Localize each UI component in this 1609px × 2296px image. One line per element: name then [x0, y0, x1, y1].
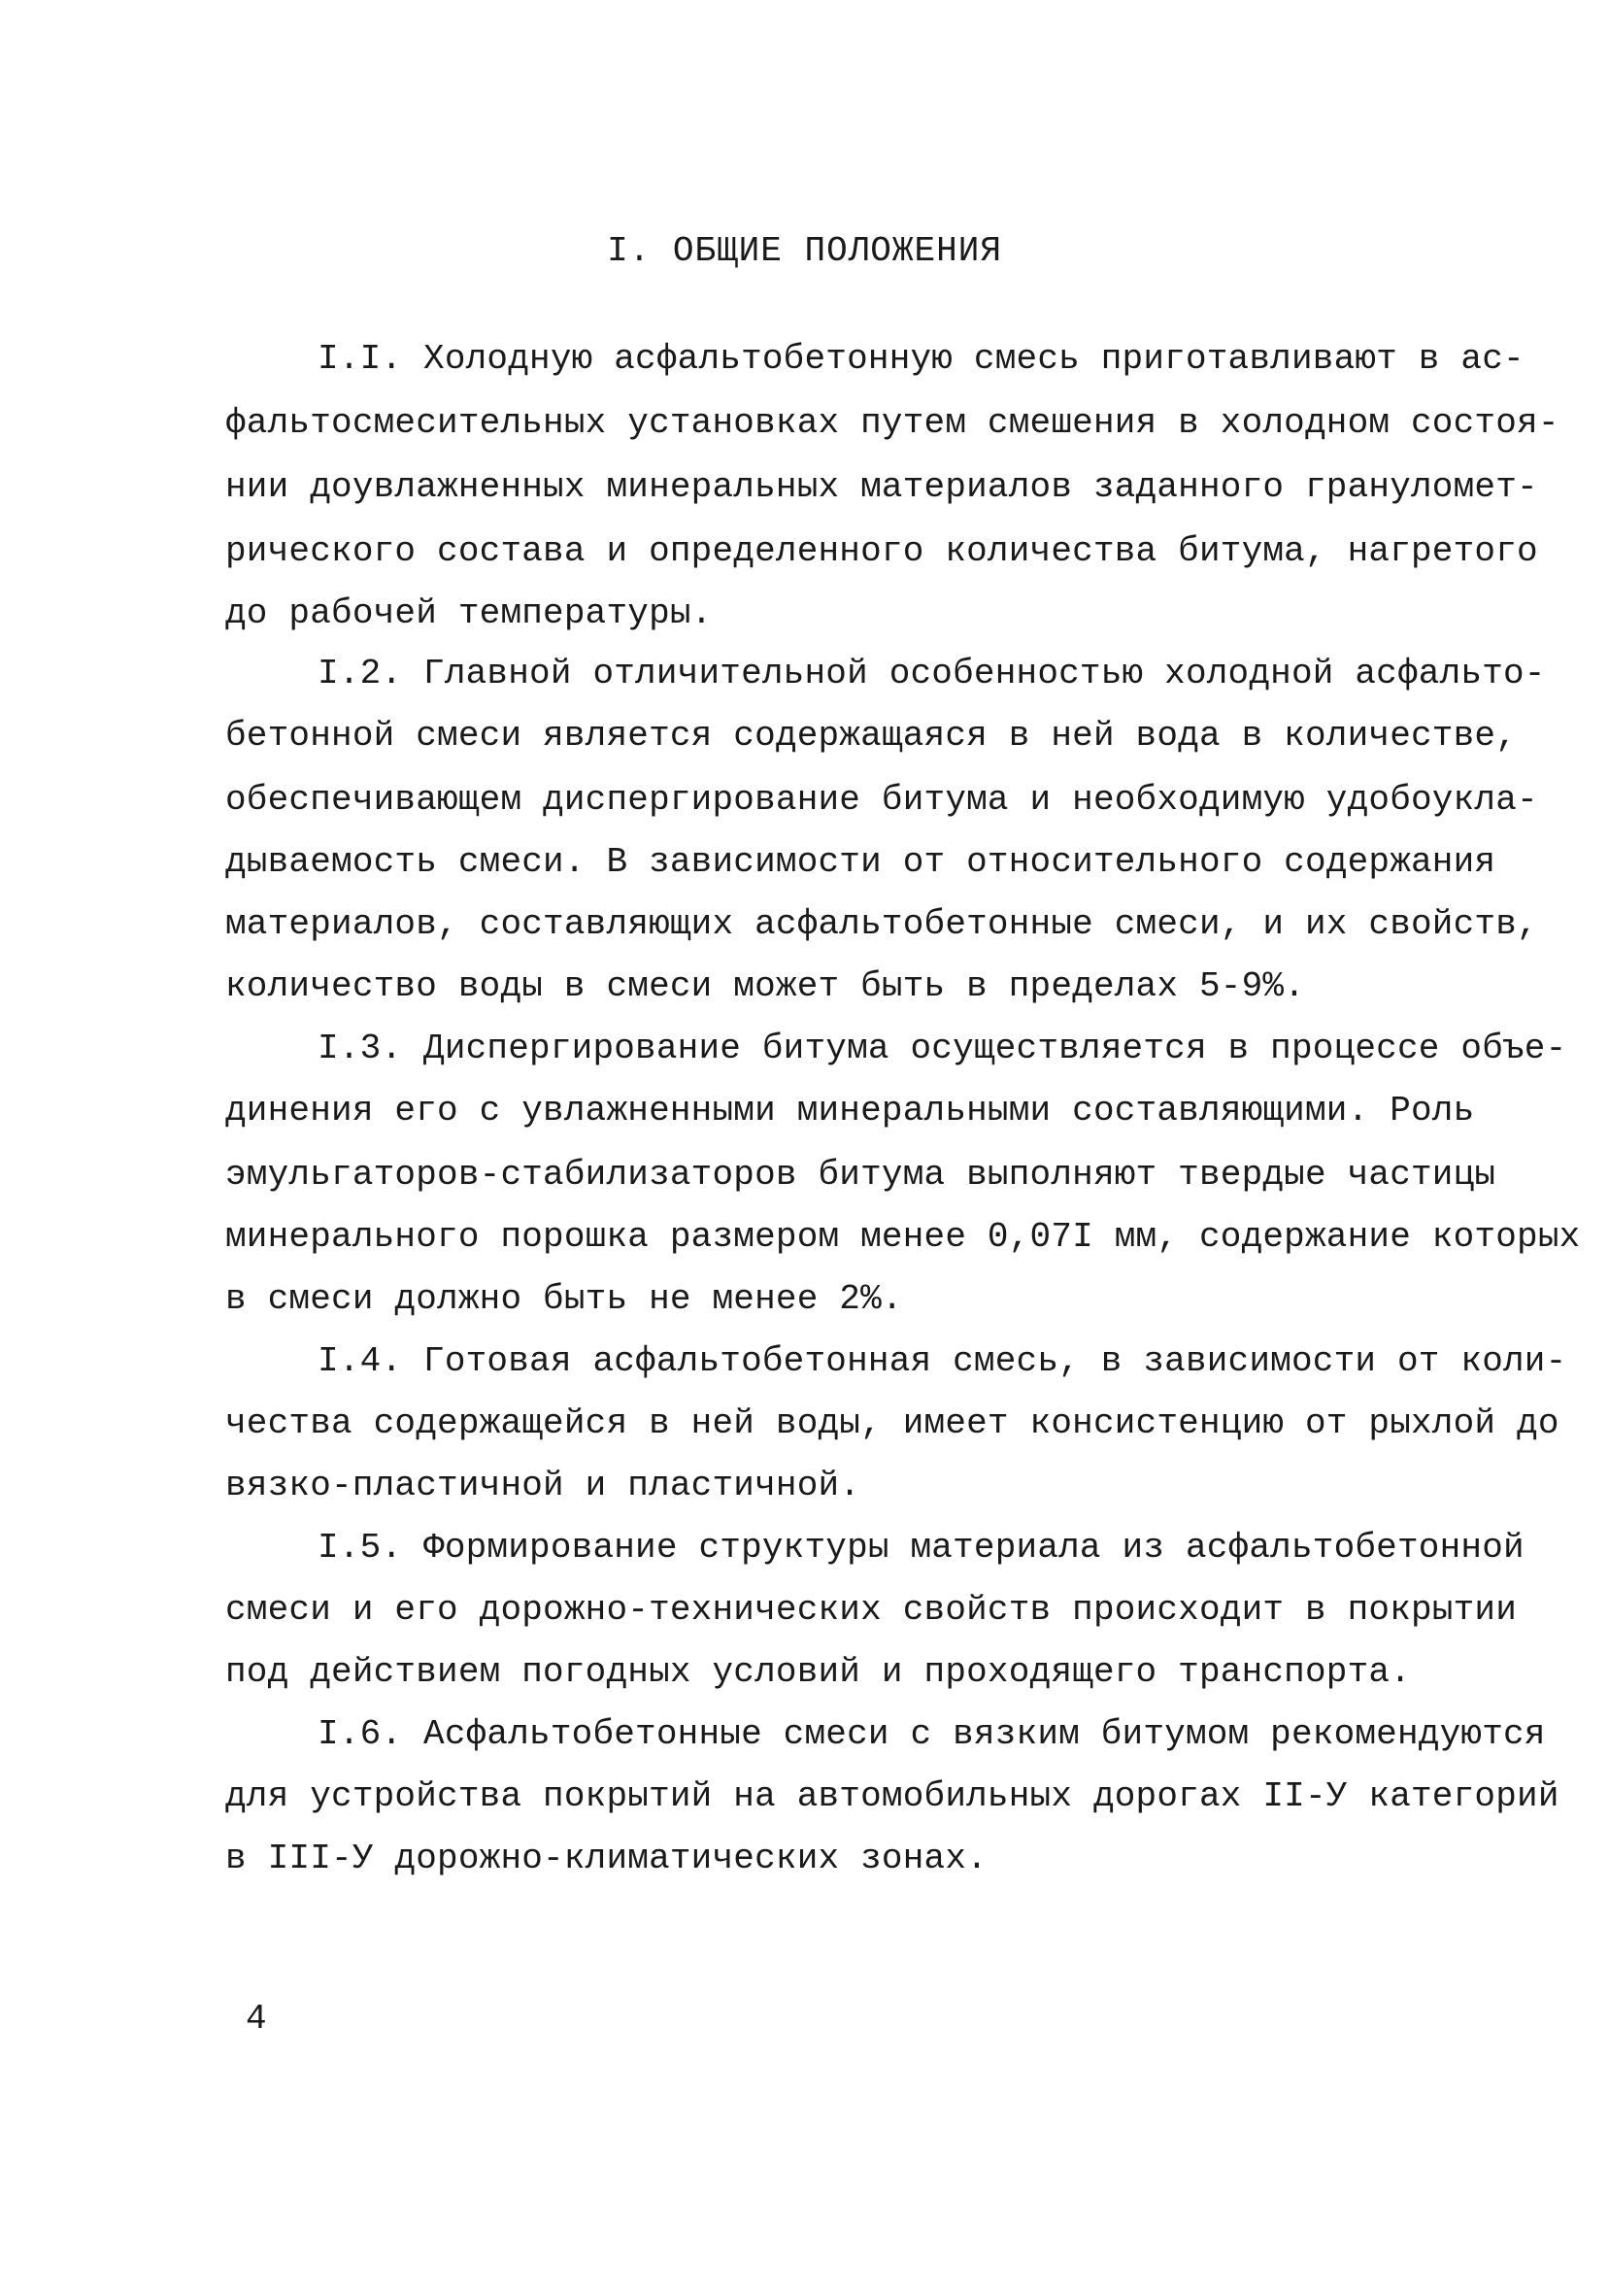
- text-line: I.3. Диспергирование битума осуществляется в процессе объе-: [318, 1029, 1567, 1068]
- text-line: I.2. Главной отличительной особенностью холодной асфальто-: [318, 654, 1546, 693]
- text-line: под действием погодных условий и проходящего транспорта.: [225, 1652, 1411, 1692]
- page-number: 4: [246, 1999, 267, 2039]
- text-line: до рабочей температуры.: [225, 593, 713, 633]
- text-line: смеси и его дорожно-технических свойств происходит в покрытии: [225, 1590, 1518, 1630]
- text-line: для устройства покрытий на автомобильных дорогах II-У категорий: [225, 1776, 1559, 1816]
- text-line: вязко-пластичной и пластичной.: [225, 1466, 861, 1505]
- text-line: дываемость смеси. В зависимости от относительного содержания: [225, 842, 1496, 882]
- text-line: в III-У дорожно-климатических зонах.: [225, 1839, 988, 1878]
- text-line: I.6. Асфальтобетонные смеси с вязким битумом рекомендуются: [318, 1714, 1546, 1754]
- text-line: фальтосмесительных установках путем смешения в холодном состоя-: [225, 403, 1559, 443]
- text-line: материалов, составляющих асфальтобетонные смеси, и их свойств,: [225, 904, 1538, 944]
- text-line: чества содержащейся в ней воды, имеет консистенцию от рыхлой до: [225, 1403, 1559, 1443]
- text-line: I.I. Холодную асфальтобетонную смесь приготавливают в ас-: [318, 339, 1525, 379]
- text-line: I.5. Формирование структуры материала из асфальтобетонной: [318, 1528, 1525, 1568]
- text-line: динения его с увлажненными минеральными составляющими. Роль: [225, 1091, 1475, 1131]
- section-heading: I. ОБЩИЕ ПОЛОЖЕНИЯ: [607, 231, 1002, 271]
- text-line: I.4. Готовая асфальтобетонная смесь, в зависимости от коли-: [318, 1341, 1567, 1381]
- text-line: обеспечивающем диспергирование битума и необходимую удобоукла-: [225, 780, 1538, 820]
- text-line: нии доувлажненных минеральных материалов заданного грануломет-: [225, 467, 1538, 507]
- text-line: бетонной смеси является содержащаяся в ней вода в количестве,: [225, 716, 1518, 756]
- text-line: рического состава и определенного количества битума, нагретого: [225, 531, 1538, 571]
- text-line: в смеси должно быть не менее 2%.: [225, 1279, 903, 1319]
- text-line: эмульгаторов-стабилизаторов битума выполняют твердые частицы: [225, 1155, 1496, 1195]
- text-line: количество воды в смеси может быть в пределах 5-9%.: [225, 966, 1305, 1006]
- text-line: минерального порошка размером менее 0,07I мм, содержание которых: [225, 1217, 1581, 1257]
